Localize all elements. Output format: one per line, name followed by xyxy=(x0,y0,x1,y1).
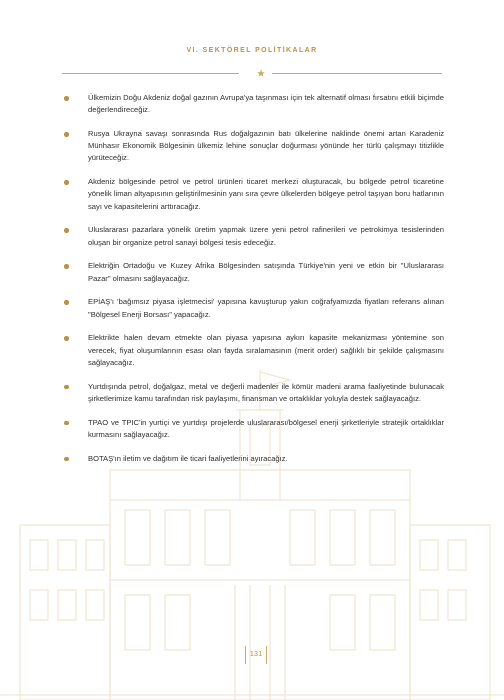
list-item-text: Yurtdışında petrol, doğalgaz, metal ve değerli madenler ile kömür madeni arama faaliyetinde bulunacak şirketlerimize kamu tarafından risk paylaşımı, finansman ve ortaklıklar yoluyla destek sağlayacağız. xyxy=(88,381,444,403)
bullet-dot xyxy=(64,421,69,426)
header-rule-left xyxy=(62,73,239,74)
list-item-text: TPAO ve TPIC'in yurtiçi ve yurtdışı projelerde uluslararası/bölgesel enerji şirketleriyle stratejik ortaklıklar kurmasını sağlayacağız. xyxy=(88,417,444,439)
list-item-text: Uluslararası pazarlara yönelik üretim yapmak üzere yeni petrol rafinerileri ve petrokimya tesislerinden oluşan bir organize petrol sanayi bölgesi tesis edeceğiz. xyxy=(88,225,444,247)
bullet-dot xyxy=(64,457,69,462)
bullet-dot xyxy=(64,96,69,101)
list-item xyxy=(62,128,444,165)
list-item xyxy=(62,296,444,320)
policy-bullet-list xyxy=(62,92,444,476)
bullet-dot xyxy=(64,132,69,137)
list-item-text: Elektrikte halen devam etmekte olan piyasa yapısına aykırı kapasite mekanizması yöntemine son verecek, fiyat oluşumlarının esası olan fayda sıralamasının (merit order) sağlıklı bir şekilde çalışmasını sağlayacağız. xyxy=(88,333,444,367)
list-item xyxy=(62,176,444,213)
header-rule-right xyxy=(272,73,442,74)
bullet-dot xyxy=(64,180,69,185)
page-number-frame xyxy=(245,646,267,664)
list-item xyxy=(62,417,444,441)
list-item-text: EPİAŞ'ı 'bağımsız piyasa işletmecisi' yapısına kavuşturup yakın coğrafyamızda fiyatları referans alınan "Bölgesel Enerji Borsası" yapacağız. xyxy=(88,297,444,319)
bullet-dot xyxy=(64,336,69,341)
list-item xyxy=(62,453,444,465)
page-number: 131 xyxy=(249,649,263,658)
bullet-dot xyxy=(64,228,69,233)
bullet-dot xyxy=(64,264,69,269)
bullet-dot xyxy=(64,385,69,390)
bullet-dot xyxy=(64,300,69,305)
list-item xyxy=(62,224,444,248)
list-item-text: Rusya Ukrayna savaşı sonrasında Rus doğalgazının batı ülkelerine naklinde önemi artan Karadeniz Münhasır Ekonomik Bölgesinin ülkemiz lehine sonuçlar doğurması yönünde her türlü çalışmayı titizlikle yürüteceğiz. xyxy=(88,129,444,163)
list-item-text: BOTAŞ'ın iletim ve dağıtım ile ticari faaliyetlerini ayıracağız. xyxy=(88,453,288,463)
list-item xyxy=(62,92,444,116)
section-title: VI. SEKTÖREL POLİTİKALAR xyxy=(186,47,318,54)
list-item xyxy=(62,260,444,284)
crescent-star-icon xyxy=(241,62,269,84)
list-item-text: Akdeniz bölgesinde petrol ve petrol ürünleri ticaret merkezi oluşturacak, bu bölgede petrol ticaretine yönelik liman altyapısının geliştirilmesinin yanı sıra çevre ülkelerden bölgeye petrol taşıyan boru hatlarının sayı ve kapasitelerini arttıracağız. xyxy=(88,177,444,211)
list-item-text: Ülkemizin Doğu Akdeniz doğal gazının Avrupa'ya taşınması için tek alternatif olması fırsatını etkili biçimde değerlendireceğiz. xyxy=(88,93,444,115)
list-item xyxy=(62,332,444,369)
list-item-text: Elektriğin Ortadoğu ve Kuzey Afrika Bölgesinden satışında Türkiye'nin yeni ve etkin bir "Uluslararası Pazar" olmasını sağlayacağız. xyxy=(88,261,444,283)
list-item xyxy=(62,381,444,405)
